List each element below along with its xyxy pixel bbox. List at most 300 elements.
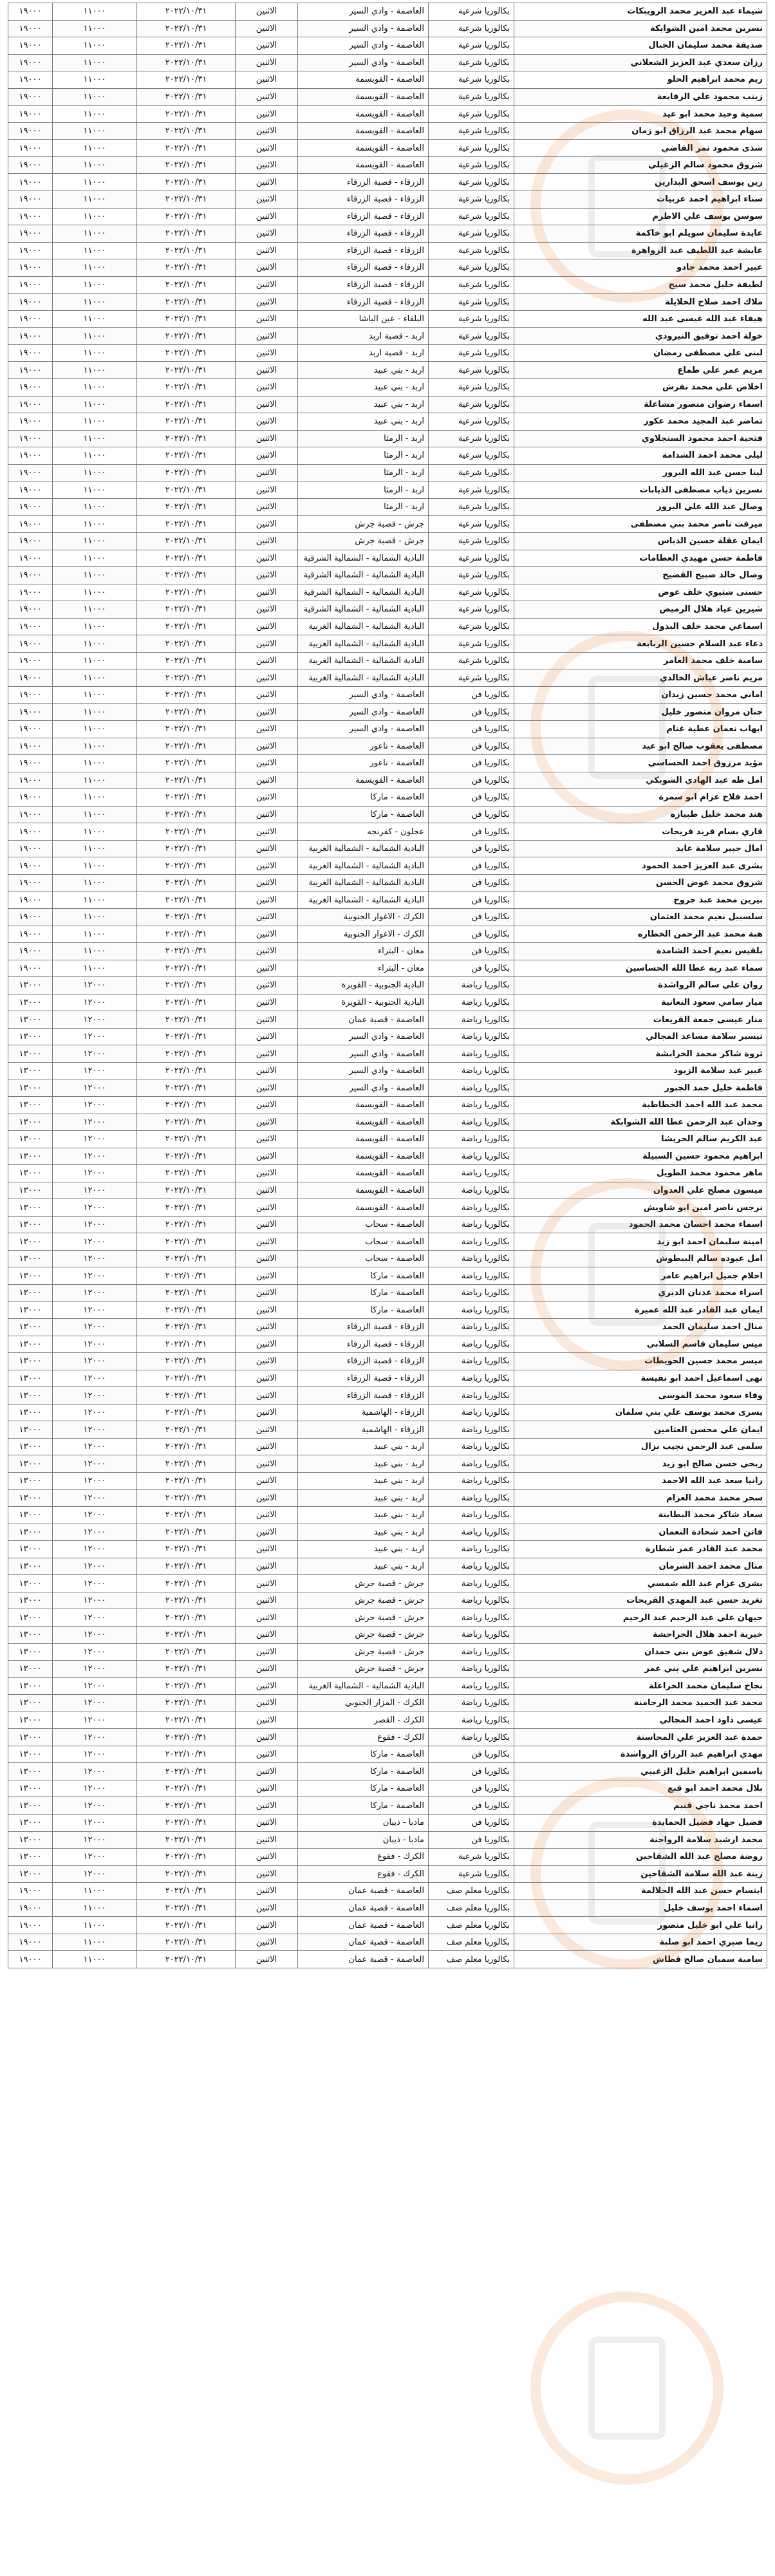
location-cell: اربد - الرمثا	[298, 430, 429, 447]
exam-date-cell: ٢٠٢٢/١٠/٣١	[137, 1524, 236, 1541]
location-cell: الزرقاء - قصبة الزرقاء	[298, 225, 429, 243]
branch-cell: بكالوريا فن	[429, 926, 514, 943]
candidate-name-cell: سامية خلف محمد العامر	[514, 652, 767, 669]
branch-cell: بكالوريا شرعية	[429, 635, 514, 653]
branch-cell: بكالوريا رياضة	[429, 1489, 514, 1507]
exam-date-cell: ٢٠٢٢/١٠/٣١	[137, 1353, 236, 1370]
start-number-cell: ١١٠٠٠	[53, 464, 137, 481]
location-cell: العاصمة - ماركا	[298, 1746, 429, 1763]
end-number-cell: ١٣٠٠٠	[8, 1353, 53, 1370]
end-number-cell: ١٣٠٠٠	[8, 977, 53, 994]
table-row	[8, 1695, 767, 1712]
candidate-name-cell: بشرى عبد العزيز احمد الحمود	[514, 857, 767, 875]
candidate-name-cell: محمد ارشيد سلامة الرواحنة	[514, 1831, 767, 1849]
end-number-cell: ١٩٠٠٠	[8, 498, 53, 516]
end-number-cell: ١٩٠٠٠	[8, 908, 53, 926]
start-number-cell: ١١٠٠٠	[53, 601, 137, 619]
exam-date-cell: ٢٠٢٢/١٠/٣١	[137, 140, 236, 157]
location-cell: اربد - بني عبيد	[298, 1558, 429, 1575]
table-row	[8, 481, 767, 499]
branch-cell: بكالوريا رياضة	[429, 1507, 514, 1524]
end-number-cell: ١٣٠٠٠	[8, 1165, 53, 1182]
exam-date-cell: ٢٠٢٢/١٠/٣١	[137, 738, 236, 755]
candidate-name-cell: شذى محمود نمر القاضي	[514, 140, 767, 157]
exam-day-cell: الاثنين	[236, 686, 298, 704]
branch-cell: بكالوريا فن	[429, 874, 514, 891]
end-number-cell: ١٩٠٠٠	[8, 1951, 53, 1968]
exam-date-cell: ٢٠٢٢/١٠/٣١	[137, 1199, 236, 1217]
location-cell: مادبا - ذيبان	[298, 1831, 429, 1849]
location-cell: اربد - بني عبيد	[298, 396, 429, 413]
branch-cell: بكالوريا شرعية	[429, 1865, 514, 1883]
end-number-cell: ١٩٠٠٠	[8, 225, 53, 243]
end-number-cell: ١٩٠٠٠	[8, 516, 53, 533]
table-row	[8, 1865, 767, 1883]
branch-cell: بكالوريا شرعية	[429, 208, 514, 225]
end-number-cell: ١٩٠٠٠	[8, 567, 53, 584]
start-number-cell: ١٢٠٠٠	[53, 1353, 137, 1370]
exam-day-cell: الاثنين	[236, 1028, 298, 1045]
location-cell: الكرك - فقوع	[298, 1729, 429, 1746]
start-number-cell: ١٢٠٠٠	[53, 1182, 137, 1199]
end-number-cell: ١٣٠٠٠	[8, 994, 53, 1011]
branch-cell: بكالوريا رياضة	[429, 1609, 514, 1627]
end-number-cell: ١٣٠٠٠	[8, 1865, 53, 1883]
table-row	[8, 1267, 767, 1285]
table-row	[8, 328, 767, 345]
location-cell: البلقاء - عين الباشا	[298, 310, 429, 328]
table-row	[8, 1097, 767, 1114]
start-number-cell: ١١٠٠٠	[53, 669, 137, 687]
candidate-name-cell: سهام محمد عبد الرزاق ابو زمان	[514, 122, 767, 140]
exam-date-cell: ٢٠٢٢/١٠/٣١	[137, 669, 236, 687]
branch-cell: بكالوريا فن	[429, 960, 514, 977]
branch-cell: بكالوريا رياضة	[429, 1216, 514, 1233]
start-number-cell: ١٢٠٠٠	[53, 1558, 137, 1575]
start-number-cell: ١١٠٠٠	[53, 1899, 137, 1917]
exam-date-cell: ٢٠٢٢/١٠/٣١	[137, 1934, 236, 1951]
location-cell: العاصمة - القويسمة	[298, 772, 429, 789]
table-row	[8, 174, 767, 191]
exam-day-cell: الاثنين	[236, 584, 298, 601]
exam-day-cell: الاثنين	[236, 1712, 298, 1729]
end-number-cell: ١٣٠٠٠	[8, 1011, 53, 1029]
branch-cell: بكالوريا شرعية	[429, 242, 514, 259]
exam-day-cell: الاثنين	[236, 1421, 298, 1439]
start-number-cell: ١١٠٠٠	[53, 772, 137, 789]
location-cell: العاصمة - قصبة عمان	[298, 1899, 429, 1917]
table-row	[8, 840, 767, 857]
exam-date-cell: ٢٠٢٢/١٠/٣١	[137, 1404, 236, 1421]
start-number-cell: ١٢٠٠٠	[53, 1079, 137, 1097]
exam-day-cell: الاثنين	[236, 191, 298, 209]
branch-cell: بكالوريا فن	[429, 755, 514, 772]
location-cell: الزرقاء - الهاشمية	[298, 1421, 429, 1439]
end-number-cell: ١٣٠٠٠	[8, 1780, 53, 1797]
exam-day-cell: الاثنين	[236, 1507, 298, 1524]
exam-day-cell: الاثنين	[236, 1011, 298, 1029]
candidate-name-cell: نسرين ذياب مصطفى الذيابات	[514, 481, 767, 499]
location-cell: اربد - الرمثا	[298, 498, 429, 516]
end-number-cell: ١٣٠٠٠	[8, 1250, 53, 1267]
end-number-cell: ١٩٠٠٠	[8, 789, 53, 807]
exam-date-cell: ٢٠٢٢/١٠/٣١	[137, 755, 236, 772]
table-row	[8, 516, 767, 533]
end-number-cell: ١٣٠٠٠	[8, 1695, 53, 1712]
exam-date-cell: ٢٠٢٢/١٠/٣١	[137, 20, 236, 37]
start-number-cell: ١٢٠٠٠	[53, 1165, 137, 1182]
table-row	[8, 242, 767, 259]
exam-date-cell: ٢٠٢٢/١٠/٣١	[137, 1729, 236, 1746]
branch-cell: بكالوريا رياضة	[429, 1643, 514, 1661]
start-number-cell: ١٢٠٠٠	[53, 1302, 137, 1319]
location-cell: العاصمة - وادي السير	[298, 37, 429, 55]
exam-day-cell: الاثنين	[236, 294, 298, 311]
table-row	[8, 738, 767, 755]
start-number-cell: ١٢٠٠٠	[53, 1695, 137, 1712]
table-row	[8, 1285, 767, 1302]
candidate-name-cell: فاطمة حسن مهيدي العطامات	[514, 550, 767, 567]
location-cell: العاصمة - ناعور	[298, 738, 429, 755]
table-row	[8, 1455, 767, 1473]
start-number-cell: ١٢٠٠٠	[53, 1489, 137, 1507]
branch-cell: بكالوريا شرعية	[429, 481, 514, 499]
exam-day-cell: الاثنين	[236, 1131, 298, 1148]
start-number-cell: ١٢٠٠٠	[53, 1712, 137, 1729]
branch-cell: بكالوريا شرعية	[429, 362, 514, 379]
start-number-cell: ١١٠٠٠	[53, 156, 137, 174]
exam-day-cell: الاثنين	[236, 20, 298, 37]
exam-date-cell: ٢٠٢٢/١٠/٣١	[137, 498, 236, 516]
exam-day-cell: الاثنين	[236, 1302, 298, 1319]
exam-date-cell: ٢٠٢٢/١٠/٣١	[137, 1182, 236, 1199]
exam-date-cell: ٢٠٢٢/١٠/٣١	[137, 71, 236, 89]
table-row	[8, 1899, 767, 1917]
candidate-name-cell: يسرى محمد يوسف علي بني سلمان	[514, 1404, 767, 1421]
location-cell: العاصمة - سحاب	[298, 1233, 429, 1251]
branch-cell: بكالوريا فن	[429, 823, 514, 841]
candidate-name-cell: شيماء عبد العزيز محمد الرويبكات	[514, 3, 767, 21]
start-number-cell: ١٢٠٠٠	[53, 994, 137, 1011]
location-cell: الكرك - القصر	[298, 1712, 429, 1729]
branch-cell: بكالوريا رياضة	[429, 1285, 514, 1302]
table-row	[8, 1592, 767, 1609]
exam-date-cell: ٢٠٢٢/١٠/٣١	[137, 430, 236, 447]
table-row	[8, 225, 767, 243]
end-number-cell: ١٩٠٠٠	[8, 140, 53, 157]
exam-date-cell: ٢٠٢٢/١٠/٣١	[137, 1045, 236, 1063]
branch-cell: بكالوريا رياضة	[429, 1148, 514, 1165]
branch-cell: بكالوريا رياضة	[429, 1421, 514, 1439]
candidate-name-cell: قاري بسام فريد فريحات	[514, 823, 767, 841]
branch-cell: بكالوريا رياضة	[429, 1233, 514, 1251]
branch-cell: بكالوريا رياضة	[429, 1695, 514, 1712]
candidate-name-cell: مريم ناصر عياش الخالدي	[514, 669, 767, 687]
end-number-cell: ١٣٠٠٠	[8, 1387, 53, 1405]
location-cell: الزرقاء - قصبة الزرقاء	[298, 174, 429, 191]
exam-day-cell: الاثنين	[236, 1404, 298, 1421]
branch-cell: بكالوريا فن	[429, 840, 514, 857]
table-row	[8, 1626, 767, 1643]
exam-day-cell: الاثنين	[236, 1062, 298, 1079]
exam-day-cell: الاثنين	[236, 857, 298, 875]
location-cell: العاصمة - وادي السير	[298, 720, 429, 738]
table-row	[8, 720, 767, 738]
end-number-cell: ١٩٠٠٠	[8, 926, 53, 943]
end-number-cell: ١٣٠٠٠	[8, 1558, 53, 1575]
start-number-cell: ١١٠٠٠	[53, 447, 137, 465]
start-number-cell: ١٢٠٠٠	[53, 1148, 137, 1165]
table-row	[8, 191, 767, 209]
candidate-name-cell: اسماء محمد احسان محمد الحمود	[514, 1216, 767, 1233]
end-number-cell: ١٣٠٠٠	[8, 1097, 53, 1114]
start-number-cell: ١١٠٠٠	[53, 122, 137, 140]
exam-date-cell: ٢٠٢٢/١٠/٣١	[137, 174, 236, 191]
location-cell: الكرك - فقوع	[298, 1865, 429, 1883]
exam-day-cell: الاثنين	[236, 1455, 298, 1473]
end-number-cell: ١٣٠٠٠	[8, 1404, 53, 1421]
start-number-cell: ١٢٠٠٠	[53, 1643, 137, 1661]
start-number-cell: ١١٠٠٠	[53, 54, 137, 71]
end-number-cell: ١٩٠٠٠	[8, 122, 53, 140]
end-number-cell: ١٩٠٠٠	[8, 54, 53, 71]
end-number-cell: ١٣٠٠٠	[8, 1712, 53, 1729]
exam-date-cell: ٢٠٢٢/١٠/٣١	[137, 1746, 236, 1763]
branch-cell: بكالوريا شرعية	[429, 413, 514, 431]
start-number-cell: ١٢٠٠٠	[53, 1370, 137, 1387]
start-number-cell: ١١٠٠٠	[53, 618, 137, 635]
candidate-name-cell: بيرين محمد عبد جروح	[514, 891, 767, 909]
start-number-cell: ١٢٠٠٠	[53, 1285, 137, 1302]
exam-date-cell: ٢٠٢٢/١٠/٣١	[137, 481, 236, 499]
exam-date-cell: ٢٠٢٢/١٠/٣١	[137, 259, 236, 277]
branch-cell: بكالوريا شرعية	[429, 54, 514, 71]
start-number-cell: ١٢٠٠٠	[53, 1541, 137, 1558]
start-number-cell: ١٢٠٠٠	[53, 1831, 137, 1849]
exam-day-cell: الاثنين	[236, 1592, 298, 1609]
exam-day-cell: الاثنين	[236, 156, 298, 174]
candidate-name-cell: لطيفة خليل محمد سيح	[514, 276, 767, 294]
branch-cell: بكالوريا معلم صف	[429, 1951, 514, 1968]
start-number-cell: ١١٠٠٠	[53, 276, 137, 294]
exam-date-cell: ٢٠٢٢/١٠/٣١	[137, 1951, 236, 1968]
location-cell: العاصمة - ماركا	[298, 789, 429, 807]
exam-date-cell: ٢٠٢٢/١٠/٣١	[137, 891, 236, 909]
table-row	[8, 1797, 767, 1815]
candidate-name-cell: اماني محمد حسين زيدان	[514, 686, 767, 704]
end-number-cell: ١٣٠٠٠	[8, 1473, 53, 1490]
start-number-cell: ١١٠٠٠	[53, 259, 137, 277]
end-number-cell: ١٩٠٠٠	[8, 344, 53, 362]
start-number-cell: ١١٠٠٠	[53, 396, 137, 413]
exam-date-cell: ٢٠٢٢/١٠/٣١	[137, 567, 236, 584]
candidate-name-cell: زين يوسف اسحق البدارين	[514, 174, 767, 191]
exam-day-cell: الاثنين	[236, 1661, 298, 1678]
location-cell: البادية الشمالية - الشمالية الشرقية	[298, 567, 429, 584]
exam-date-cell: ٢٠٢٢/١٠/٣١	[137, 1302, 236, 1319]
end-number-cell: ١٣٠٠٠	[8, 1643, 53, 1661]
branch-cell: بكالوريا فن	[429, 806, 514, 823]
end-number-cell: ١٣٠٠٠	[8, 1507, 53, 1524]
end-number-cell: ١٩٠٠٠	[8, 481, 53, 499]
end-number-cell: ١٣٠٠٠	[8, 1267, 53, 1285]
location-cell: الكرك - الاغوار الجنوبية	[298, 908, 429, 926]
start-number-cell: ١١٠٠٠	[53, 3, 137, 21]
exam-date-cell: ٢٠٢٢/١٠/٣١	[137, 1712, 236, 1729]
candidate-name-cell: ايمان عقلة حسين الدباس	[514, 532, 767, 550]
table-row	[8, 156, 767, 174]
start-number-cell: ١١٠٠٠	[53, 71, 137, 89]
exam-date-cell: ٢٠٢٢/١٠/٣١	[137, 225, 236, 243]
candidate-name-cell: هند محمد خليل طبيازه	[514, 806, 767, 823]
location-cell: جرش - قصبة جرش	[298, 1592, 429, 1609]
start-number-cell: ١١٠٠٠	[53, 140, 137, 157]
candidate-name-cell: خولة احمد توفيق النيرودي	[514, 328, 767, 345]
branch-cell: بكالوريا شرعية	[429, 174, 514, 191]
location-cell: الزرقاء - قصبة الزرقاء	[298, 191, 429, 209]
exam-day-cell: الاثنين	[236, 943, 298, 960]
end-number-cell: ١٣٠٠٠	[8, 1541, 53, 1558]
location-cell: الزرقاء - قصبة الزرقاء	[298, 276, 429, 294]
candidate-name-cell: ريما صبري احمد ابو صلبة	[514, 1934, 767, 1951]
exam-date-cell: ٢٠٢٢/١٠/٣١	[137, 1011, 236, 1029]
exam-date-cell: ٢٠٢٢/١٠/٣١	[137, 516, 236, 533]
end-number-cell: ١٣٠٠٠	[8, 1849, 53, 1866]
exam-day-cell: الاثنين	[236, 1677, 298, 1695]
table-row	[8, 908, 767, 926]
candidate-name-cell: ايمان عبد القادر عبد الله عميرة	[514, 1302, 767, 1319]
exam-date-cell: ٢٠٢٢/١٠/٣١	[137, 926, 236, 943]
table-row	[8, 1199, 767, 1217]
table-row	[8, 1507, 767, 1524]
start-number-cell: ١١٠٠٠	[53, 891, 137, 909]
table-row	[8, 1661, 767, 1678]
candidate-name-cell: سماء عبد ربه عطا الله الحساسين	[514, 960, 767, 977]
table-row	[8, 532, 767, 550]
candidate-name-cell: احمد محمد ناجي قنيم	[514, 1797, 767, 1815]
start-number-cell: ١٢٠٠٠	[53, 1661, 137, 1678]
start-number-cell: ١١٠٠٠	[53, 430, 137, 447]
branch-cell: بكالوريا معلم صف	[429, 1883, 514, 1900]
end-number-cell: ١٩٠٠٠	[8, 20, 53, 37]
location-cell: العاصمة - ماركا	[298, 1285, 429, 1302]
exam-day-cell: الاثنين	[236, 1746, 298, 1763]
table-row	[8, 379, 767, 397]
exam-date-cell: ٢٠٢٢/١٠/٣١	[137, 3, 236, 21]
start-number-cell: ١٢٠٠٠	[53, 1797, 137, 1815]
exam-date-cell: ٢٠٢٢/١٠/٣١	[137, 1626, 236, 1643]
exam-day-cell: الاثنين	[236, 789, 298, 807]
exam-date-cell: ٢٠٢٢/١٠/٣١	[137, 1541, 236, 1558]
exam-date-cell: ٢٠٢٢/١٠/٣١	[137, 1336, 236, 1353]
start-number-cell: ١١٠٠٠	[53, 20, 137, 37]
branch-cell: بكالوريا رياضة	[429, 1336, 514, 1353]
exam-date-cell: ٢٠٢٢/١٠/٣١	[137, 532, 236, 550]
exam-day-cell: الاثنين	[236, 481, 298, 499]
exam-date-cell: ٢٠٢٢/١٠/٣١	[137, 191, 236, 209]
exam-date-cell: ٢٠٢٢/١٠/٣١	[137, 652, 236, 669]
location-cell: العاصمة - ناعور	[298, 755, 429, 772]
candidate-name-cell: ياسمين ابراهيم خليل الزغيبي	[514, 1763, 767, 1780]
location-cell: اربد - بني عبيد	[298, 1473, 429, 1490]
table-row	[8, 430, 767, 447]
end-number-cell: ١٩٠٠٠	[8, 1917, 53, 1934]
candidate-name-cell: ابراهيم محمود حسين السبيلة	[514, 1148, 767, 1165]
table-row	[8, 208, 767, 225]
branch-cell: بكالوريا رياضة	[429, 1062, 514, 1079]
exam-date-cell: ٢٠٢٢/١٠/٣١	[137, 550, 236, 567]
end-number-cell: ١٣٠٠٠	[8, 1609, 53, 1627]
exam-date-cell: ٢٠٢٢/١٠/٣١	[137, 857, 236, 875]
location-cell: اربد - بني عبيد	[298, 1455, 429, 1473]
table-row	[8, 1746, 767, 1763]
table-row	[8, 669, 767, 687]
start-number-cell: ١٢٠٠٠	[53, 1763, 137, 1780]
location-cell: البادية الشمالية - الشمالية الغربية	[298, 874, 429, 891]
end-number-cell: ١٩٠٠٠	[8, 772, 53, 789]
table-row	[8, 584, 767, 601]
exam-date-cell: ٢٠٢٢/١٠/٣١	[137, 413, 236, 431]
branch-cell: بكالوريا شرعية	[429, 618, 514, 635]
candidate-name-cell: لينا حسن عبد الله البرور	[514, 464, 767, 481]
branch-cell: بكالوريا فن	[429, 908, 514, 926]
candidate-name-cell: روضة مصلح عبد الله الشقاحين	[514, 1849, 767, 1866]
location-cell: العاصمة - وادي السير	[298, 686, 429, 704]
end-number-cell: ١٣٠٠٠	[8, 1336, 53, 1353]
exam-date-cell: ٢٠٢٢/١٠/٣١	[137, 122, 236, 140]
start-number-cell: ١١٠٠٠	[53, 379, 137, 397]
exam-date-cell: ٢٠٢٢/١٠/٣١	[137, 294, 236, 311]
table-row	[8, 755, 767, 772]
branch-cell: بكالوريا شرعية	[429, 225, 514, 243]
location-cell: العاصمة - ماركا	[298, 1780, 429, 1797]
candidate-name-cell: مصطفى يعقوب صالح ابو عيد	[514, 738, 767, 755]
candidate-name-cell: شروق محمود سالم الزغيلي	[514, 156, 767, 174]
exam-date-cell: ٢٠٢٢/١٠/٣١	[137, 1473, 236, 1490]
exam-day-cell: الاثنين	[236, 379, 298, 397]
candidate-name-cell: زينة عبد الله سلامة الشقاحين	[514, 1865, 767, 1883]
candidate-name-cell: محمد عبد الله احمد الخطاطبة	[514, 1097, 767, 1114]
candidate-name-cell: منال احمد سليمان الحمد	[514, 1319, 767, 1336]
branch-cell: بكالوريا فن	[429, 738, 514, 755]
table-row	[8, 1729, 767, 1746]
start-number-cell: ١٢٠٠٠	[53, 1609, 137, 1627]
exam-date-cell: ٢٠٢٢/١٠/٣١	[137, 1899, 236, 1917]
candidate-name-cell: سحر محمد محمد العزام	[514, 1489, 767, 1507]
location-cell: العاصمة - القويسمة	[298, 71, 429, 89]
exam-day-cell: الاثنين	[236, 840, 298, 857]
exam-date-cell: ٢٠٢٢/١٠/٣١	[137, 1592, 236, 1609]
start-number-cell: ١٢٠٠٠	[53, 1062, 137, 1079]
candidate-name-cell: بلقيس نعيم احمد الشامدة	[514, 943, 767, 960]
end-number-cell: ١٣٠٠٠	[8, 1661, 53, 1678]
exam-date-cell: ٢٠٢٢/١٠/٣١	[137, 1455, 236, 1473]
location-cell: العاصمة - القويسمة	[298, 106, 429, 123]
end-number-cell: ١٣٠٠٠	[8, 1045, 53, 1063]
end-number-cell: ١٩٠٠٠	[8, 755, 53, 772]
table-row	[8, 1353, 767, 1370]
exam-date-cell: ٢٠٢٢/١٠/٣١	[137, 720, 236, 738]
table-row	[8, 1404, 767, 1421]
candidate-name-cell: شروق محمد عوض الحسن	[514, 874, 767, 891]
branch-cell: بكالوريا شرعية	[429, 498, 514, 516]
exam-day-cell: الاثنين	[236, 738, 298, 755]
exam-day-cell: الاثنين	[236, 1917, 298, 1934]
branch-cell: بكالوريا شرعية	[429, 37, 514, 55]
candidate-name-cell: ميسون مصلح علي العدوان	[514, 1182, 767, 1199]
exam-date-cell: ٢٠٢٢/١٠/٣١	[137, 1780, 236, 1797]
candidate-name-cell: ليلى محمد احمد الشدامة	[514, 447, 767, 465]
